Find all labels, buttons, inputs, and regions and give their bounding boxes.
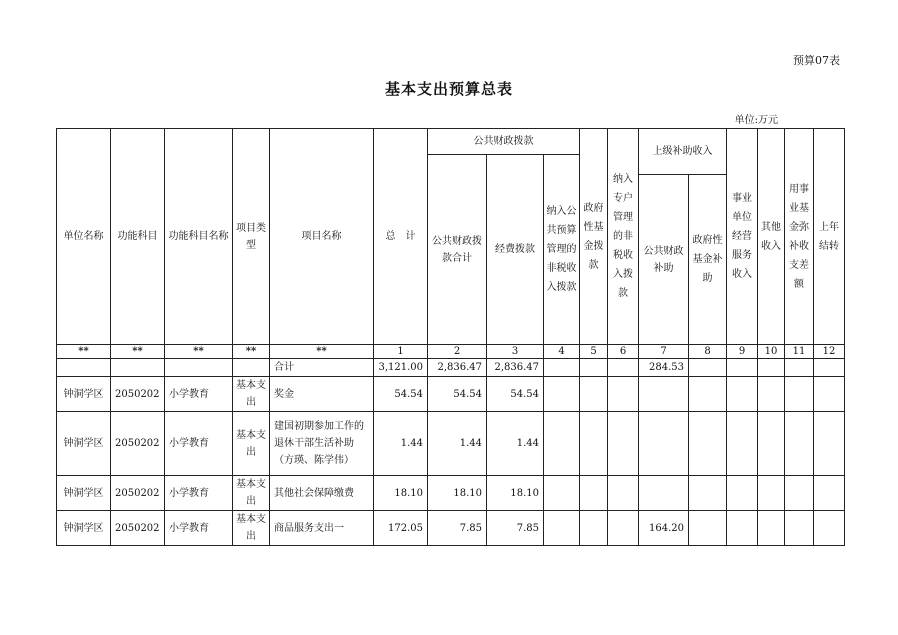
- cell-proj-type: 基本支出: [233, 412, 270, 476]
- header-gov-fund-subsidy: 政府性基金补助: [689, 175, 727, 345]
- cell-funding: 54.54: [487, 377, 544, 412]
- form-code: 预算07表: [793, 54, 840, 67]
- header-superior-subsidy: 上级补助收入: [639, 129, 727, 175]
- cell-public-fiscal-subsidy: [639, 476, 689, 511]
- header-public-fiscal-subsidy: 公共财政补助: [639, 175, 689, 345]
- header-func-code: 功能科目: [111, 129, 165, 345]
- header-funding: 经费拨款: [487, 155, 544, 345]
- cell-funding: 18.10: [487, 476, 544, 511]
- table-row: [57, 377, 845, 412]
- total-funding: 2,836.47: [487, 359, 544, 377]
- cell-func-name: 小学教育: [165, 476, 233, 511]
- page-title: 基本支出预算总表: [384, 80, 513, 98]
- cell-unit-name: 钟洞学区: [57, 412, 111, 476]
- total-public-fiscal-subsidy: 284.53: [639, 359, 689, 377]
- cell-public-fiscal-total: 54.54: [428, 377, 487, 412]
- table-row: [57, 476, 845, 511]
- index-cell: 3: [487, 345, 544, 359]
- budget-table: [56, 128, 845, 546]
- header-proj-name: 项目名称: [270, 129, 374, 345]
- cell-total: 54.54: [374, 377, 428, 412]
- cell-funding: 7.85: [487, 511, 544, 546]
- table-row: [57, 412, 845, 476]
- index-cell: **: [165, 345, 233, 359]
- header-gov-fund: 政府性基金拨款: [580, 129, 608, 345]
- cell-public-fiscal-total: 1.44: [428, 412, 487, 476]
- cell-total: 172.05: [374, 511, 428, 546]
- total-public-fiscal: 2,836.47: [428, 359, 487, 377]
- header-other-income: 其他收入: [758, 129, 785, 345]
- index-cell: 9: [727, 345, 758, 359]
- cell-total: 1.44: [374, 412, 428, 476]
- cell-public-fiscal-subsidy: 164.20: [639, 511, 689, 546]
- index-cell: 4: [544, 345, 580, 359]
- index-cell: 2: [428, 345, 487, 359]
- cell-proj-type: 基本支出: [233, 377, 270, 412]
- header-special-nontax: 纳入专户管理的非税收入拨款: [608, 129, 639, 345]
- header-public-fiscal-total: 公共财政拨款合计: [428, 155, 487, 345]
- cell-proj-name: 商品服务支出一: [270, 511, 374, 546]
- cell-unit-name: 钟洞学区: [57, 511, 111, 546]
- index-cell: **: [270, 345, 374, 359]
- header-func-name: 功能科目名称: [165, 129, 233, 345]
- cell-proj-name: 其他社会保障缴费: [270, 476, 374, 511]
- table-row: [57, 511, 845, 546]
- total-row: [57, 359, 845, 377]
- total-value: 3,121.00: [374, 359, 428, 377]
- cell-public-fiscal-subsidy: [639, 377, 689, 412]
- unit-label: 单位:万元: [734, 115, 778, 126]
- total-label: 合计: [270, 359, 374, 377]
- cell-public-fiscal-total: 7.85: [428, 511, 487, 546]
- cell-func-code: 2050202: [111, 476, 165, 511]
- cell-proj-type: 基本支出: [233, 511, 270, 546]
- index-cell: **: [57, 345, 111, 359]
- cell-func-code: 2050202: [111, 377, 165, 412]
- header-business-income: 事业单位经营服务收入: [727, 129, 758, 345]
- cell-func-code: 2050202: [111, 511, 165, 546]
- index-cell: 1: [374, 345, 428, 359]
- cell-funding: 1.44: [487, 412, 544, 476]
- index-row: [57, 345, 845, 359]
- cell-proj-name: 奖金: [270, 377, 374, 412]
- index-cell: **: [233, 345, 270, 359]
- index-cell: 5: [580, 345, 608, 359]
- cell-proj-type: 基本支出: [233, 476, 270, 511]
- cell-total: 18.10: [374, 476, 428, 511]
- index-cell: 11: [785, 345, 814, 359]
- index-cell: 12: [814, 345, 845, 359]
- cell-public-fiscal-subsidy: [639, 412, 689, 476]
- header-fund-balance: 用事业基金弥补收支差额: [785, 129, 814, 345]
- header-proj-type: 项目类型: [233, 129, 270, 345]
- cell-func-name: 小学教育: [165, 412, 233, 476]
- header-public-fiscal: 公共财政拨款: [428, 129, 580, 155]
- header-carryover: 上年结转: [814, 129, 845, 345]
- index-cell: 10: [758, 345, 785, 359]
- cell-func-name: 小学教育: [165, 511, 233, 546]
- cell-public-fiscal-total: 18.10: [428, 476, 487, 511]
- header-nontax-in-budget: 纳入公共预算管理的非税收入拨款: [544, 155, 580, 345]
- cell-unit-name: 钟洞学区: [57, 377, 111, 412]
- cell-proj-name: 建国初期参加工作的退休干部生活补助（方瑛、陈学伟）: [270, 412, 374, 476]
- cell-func-code: 2050202: [111, 412, 165, 476]
- index-cell: 6: [608, 345, 639, 359]
- index-cell: 8: [689, 345, 727, 359]
- index-cell: **: [111, 345, 165, 359]
- header-unit-name: 单位名称: [57, 129, 111, 345]
- cell-func-name: 小学教育: [165, 377, 233, 412]
- cell-unit-name: 钟洞学区: [57, 476, 111, 511]
- header-total: 总 计: [374, 129, 428, 345]
- index-cell: 7: [639, 345, 689, 359]
